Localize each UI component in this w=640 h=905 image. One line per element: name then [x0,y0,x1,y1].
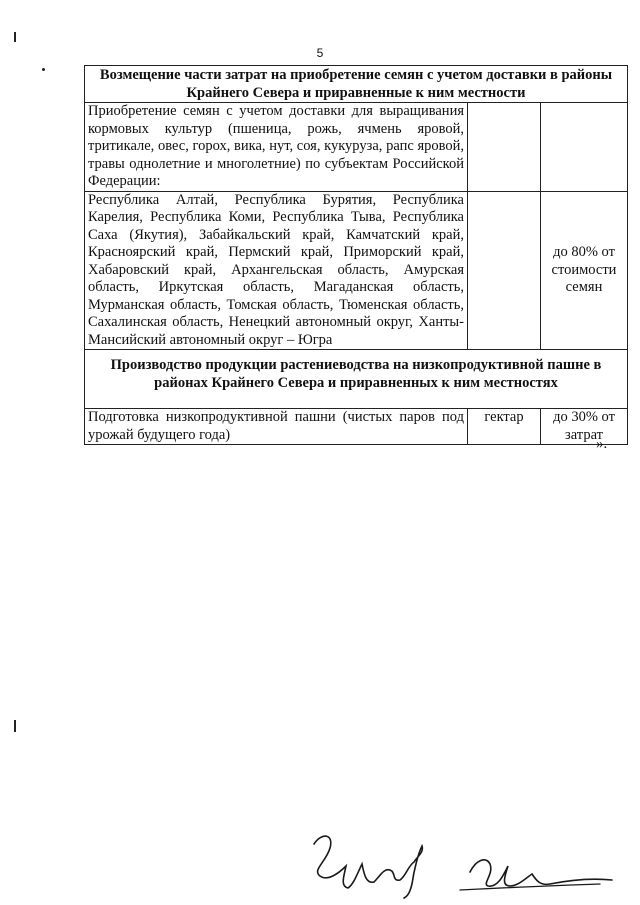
signature [300,826,620,901]
section2-header-row [85,350,628,409]
seed-purchase-rate [541,103,628,192]
signature-stroke-second [470,860,612,886]
signature-underline [460,884,600,890]
scan-mark-top [14,32,16,42]
regions-unit [468,191,541,350]
low-productivity-unit: гектар [468,409,541,445]
seed-purchase-description: Приобретение семян с учетом доставки для выращивания кормовых культур (пшеница, рожь, ячмень яровой, тритикале, овес, горох, вика, нут, соя, кукуруза, рапс яровой, травы однолетние и многолетние) по субъектам Российской Федерации: [85,103,468,192]
closing-quote: ». [596,436,608,452]
regions-list: Республика Алтай, Республика Бурятия, Республика Карелия, Республика Коми, Республика Тыва, Республика Саха (Якутия), Забайкальский край, Камчатский край, Красноярский край, Пермский край, Приморский край, Хабаровский край, Архангельская область, Амурская область, Иркутская область, Магаданская область, Мурманская область, Томская область, Тюменская область, Сахалинская область, Ненецкий автономный округ, Ханты-Мансийский автономный округ – Югра [85,191,468,350]
section2-header: Производство продукции растениеводства на низкопродуктивной пашне в районах Крайнего Севера и приравненных к ним местностях [85,350,628,409]
scan-mark-bottom [14,720,16,732]
low-productivity-description: Подготовка низкопродуктивной пашни (чистых паров под урожай будущего года) [85,409,468,445]
low-productivity-rate: до 30% от затрат [541,409,628,445]
table-row [85,409,628,445]
signature-stroke-main [314,836,422,898]
subsidy-table [84,65,628,445]
scan-mark-dot [42,68,45,71]
regions-rate-text: до 80% от стоимости семян [551,244,617,295]
table-row [85,103,628,192]
section1-header-row [85,66,628,103]
seed-purchase-unit [468,103,541,192]
section1-header: Возмещение части затрат на приобретение семян с учетом доставки в районы Крайнего Севера и приравненные к ним местности [85,66,628,103]
regions-rate [541,191,628,350]
table-row [85,191,628,350]
page-number: 5 [316,46,324,60]
